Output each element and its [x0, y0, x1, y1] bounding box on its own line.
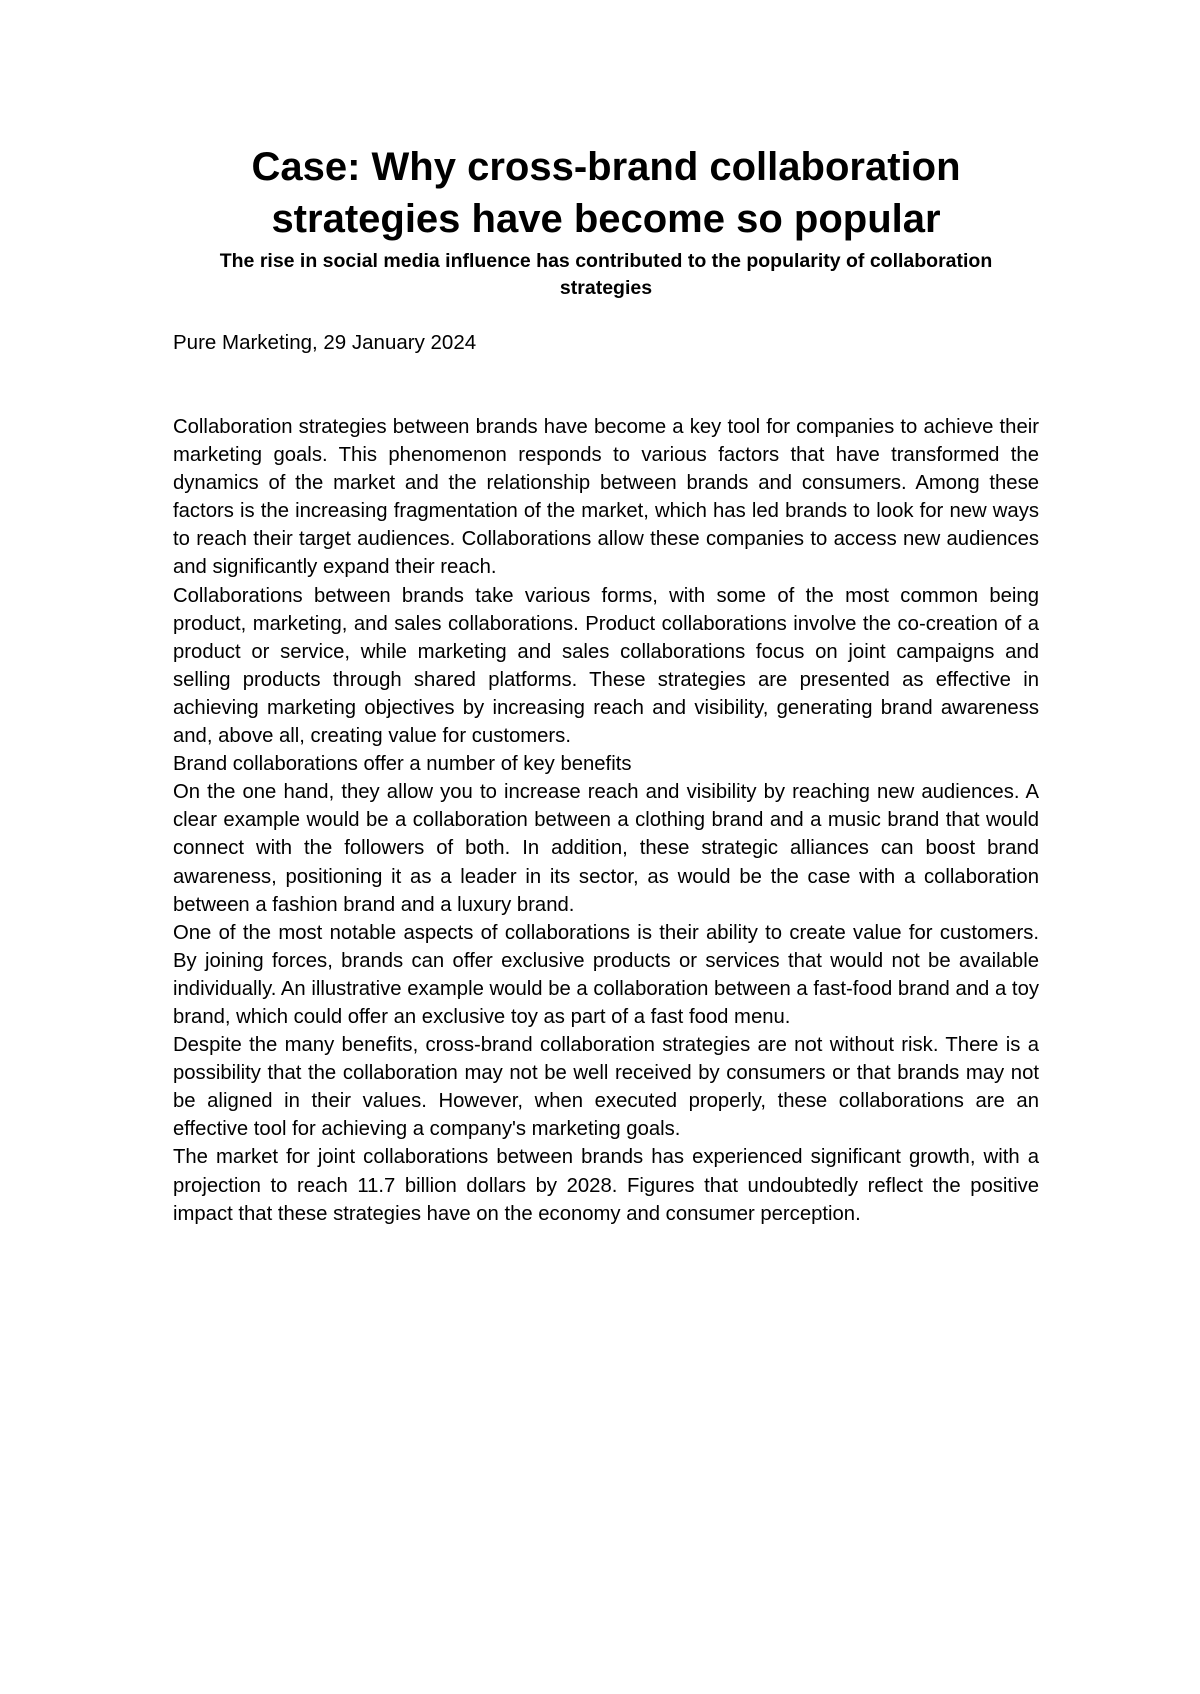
- paragraph: On the one hand, they allow you to increase reach and visibility by reaching new audiences. A clear example would be a collaboration between a clothing brand and a music brand that would connect with the followers of both. In addition, these strategic alliances can boost brand awareness, positioning it as a leader in its sector, as would be the case with a collaboration between a fashion brand and a luxury brand.: [173, 781, 1039, 916]
- paragraph: One of the most notable aspects of collaborations is their ability to create value for customers. By joining forces, brands can offer exclusive products or services that would not be available individually. An illustrative example would be a collaboration between a fast-food brand and a toy brand, which could offer an exclusive toy as part of a fast food menu.: [173, 921, 1039, 1028]
- article-header: [173, 141, 1039, 302]
- paragraph: The market for joint collaborations between brands has experienced significant growth, with a projection to reach 11.7 billion dollars by 2028. Figures that undoubtedly reflect the positive impact that these strategies have on the economy and consumer perception.: [173, 1146, 1039, 1225]
- article-title: Case: Why cross-brand collaboration strategies have become so popular: [251, 145, 961, 241]
- paragraph: Despite the many benefits, cross-brand collaboration strategies are not without risk. There is a possibility that the collaboration may not be well received by consumers or that brands may not be aligned in their values. However, when executed properly, these collaborations are an effective tool for achieving a company's marketing goals.: [173, 1034, 1039, 1141]
- article-subtitle: The rise in social media influence has contributed to the popularity of collaboration strategies: [219, 250, 993, 299]
- paragraph: Collaborations between brands take various forms, with some of the most common being product, marketing, and sales collaborations. Product collaborations involve the co-creation of a product or service, while marketing and sales collaborations focus on joint campaigns and selling products through shared platforms. These strategies are presented as effective in achieving marketing objectives by increasing reach and visibility, generating brand awareness and, above all, creating value for customers.: [173, 584, 1039, 748]
- article-body: [173, 413, 1039, 1228]
- paragraph: Brand collaborations offer a number of key benefits: [173, 753, 632, 776]
- article-byline: Pure Marketing, 29 January 2024: [173, 331, 477, 354]
- paragraph: Collaboration strategies between brands have become a key tool for companies to achieve their marketing goals. This phenomenon responds to various factors that have transformed the dynamics of the market and the relationship between brands and consumers. Among these factors is the increasing fragmentation of the market, which has led brands to look for new ways to reach their target audiences. Collaborations allow these companies to access new audiences and significantly expand their reach.: [173, 416, 1039, 579]
